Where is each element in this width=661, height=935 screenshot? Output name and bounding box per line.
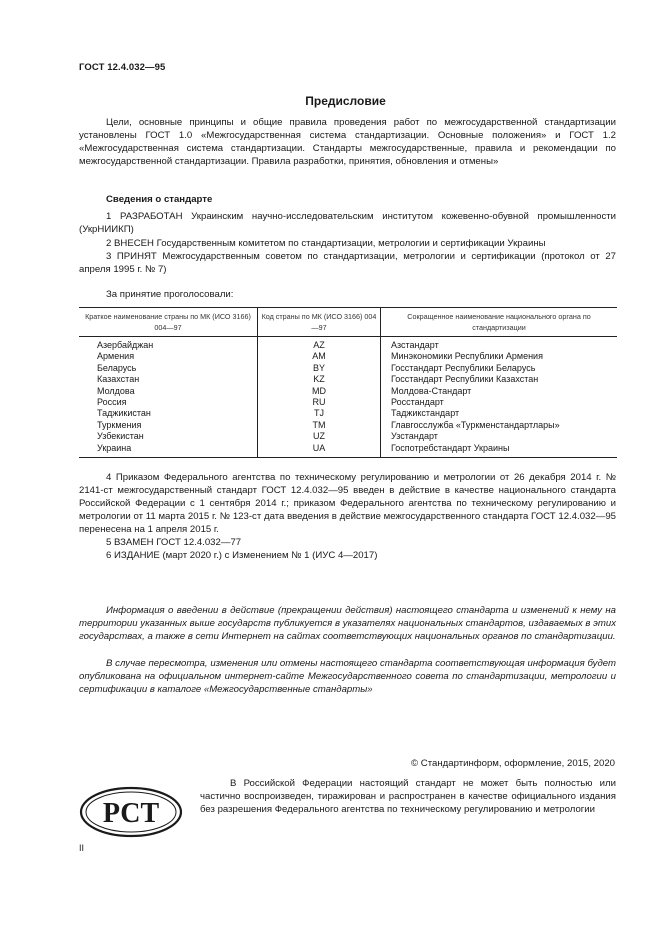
voted-label: За принятие проголосовали: — [106, 289, 234, 300]
copyright: © Стандартинформ, оформление, 2015, 2020 — [411, 758, 615, 769]
standards-body: Госстандарт Республики Беларусь — [381, 363, 618, 374]
standards-body: Минэкономики Республики Армения — [381, 351, 618, 362]
country-name: Россия — [97, 397, 127, 408]
header-country: Краткое наименование страны по МК (ИСО 3166) 004—97 — [79, 308, 258, 337]
country-code: KZ — [258, 374, 381, 385]
standards-body: Таджикстандарт — [381, 408, 618, 419]
table-header-row — [79, 308, 617, 337]
standards-body: Молдова-Стандарт — [381, 386, 618, 397]
country-name: Беларусь — [97, 362, 137, 373]
item-5: 5 ВЗАМЕН ГОСТ 12.4.032—77 — [106, 537, 242, 548]
header-code: Код страны по МК (ИСО 3166) 004—97 — [258, 308, 381, 337]
rst-logo-icon — [79, 786, 183, 838]
table-row — [79, 386, 617, 397]
item-6: 6 ИЗДАНИЕ (март 2020 г.) с Изменением № 1 (ИУС 4—2017) — [106, 550, 378, 561]
country-code: UZ — [258, 431, 381, 442]
table-row — [79, 443, 617, 458]
item-1: 1 РАЗРАБОТАН Украинским научно-исследовательским институтом кожевенно-обувной промышленности (УкрНИИКП) — [79, 211, 616, 235]
country-code: TJ — [258, 408, 381, 419]
table-row — [79, 374, 617, 385]
rst-logo — [79, 786, 183, 843]
country-name: Молдова — [97, 385, 135, 396]
table-row — [79, 431, 617, 442]
country-code: MD — [258, 386, 381, 397]
intro-paragraph: Цели, основные принципы и общие правила проведения работ по межгосударственной стандартизации установлены ГОСТ 1.0 «Межгосударственная система стандартизации. Основные положения» и ГОСТ 1.2 «Межгосударственная система стандартизации. Стандарты межгосударственные, правила и рекомендации по межгосударственной стандартизации. Правила разработки, принятия, обновления и отмены» — [79, 117, 616, 167]
standards-body: Росстандарт — [381, 397, 618, 408]
page-number: II — [79, 843, 85, 853]
country-name: Азербайджан — [97, 340, 154, 350]
notice-revision: В случае пересмотра, изменения или отмены настоящего стандарта соответствующая информация будет опубликована на официальном интернет-сайте Межгосударственного совета по стандартизации, метрологии и сертификации в каталоге «Межгосударственные стандарты» — [79, 658, 616, 695]
country-code: TM — [258, 420, 381, 431]
document-code: ГОСТ 12.4.032—95 — [79, 62, 166, 73]
country-name: Таджикистан — [97, 408, 151, 419]
country-name: Украина — [79, 443, 258, 458]
country-code: UA — [258, 443, 381, 458]
standards-body: Главгосслужба «Туркменстандартлары» — [381, 420, 618, 431]
country-code: AM — [258, 351, 381, 362]
item-4: 4 Приказом Федерального агентства по техническому регулированию и метрологии от 26 декабря 2014 г. № 2141-ст межгосударственный стандарт ГОСТ 12.4.032—95 введен в действие в качестве национального стандарта Российской Федерации с 1 сентября 2014 г.; приказом Федерального агентства по техническому регулированию и метрологии от 11 марта 2015 г. № 123-ст дата введения в действие межгосударственного стандарта ГОСТ 12.4.032—95 перенесена на 1 апреля 2015 г. — [79, 472, 616, 535]
country-name: Узбекистан — [97, 431, 144, 442]
logo-lettering: РСТ — [102, 798, 160, 829]
table-row — [79, 351, 617, 362]
notice-introduction: Информация о введении в действие (прекращении действия) настоящего стандарта и изменений к нему на территории указанных выше государств публикуется в указателях национальных стандартов, издаваемых в этих государствах, а также в сети Интернет на сайтах соответствующих национальных органов по стандартизации. — [79, 605, 616, 642]
table-row — [79, 337, 617, 352]
country-code: RU — [258, 397, 381, 408]
country-name: Туркмения — [97, 419, 142, 430]
item-2: 2 ВНЕСЕН Государственным комитетом по стандартизации, метрологии и сертификации Украины — [106, 238, 546, 249]
country-code: BY — [258, 363, 381, 374]
standards-body: Госстандарт Республики Казахстан — [381, 374, 618, 385]
country-code: AZ — [258, 337, 381, 352]
page-title: Предисловие — [305, 94, 386, 108]
standards-body: Узстандарт — [381, 431, 618, 442]
table-row — [79, 408, 617, 419]
country-name: Казахстан — [97, 374, 140, 385]
country-name: Армения — [97, 351, 135, 362]
header-organ: Сокращенное наименование национального органа по стандартизации — [381, 308, 618, 337]
table-row — [79, 397, 617, 408]
table-row — [79, 420, 617, 431]
countries-table — [79, 307, 617, 458]
rf-reproduction-notice: В Российской Федерации настоящий стандарт не может быть полностью или частично воспроизведен, тиражирован и распространен в качестве официального издания без разрешения Федерального агентства по техническому регулированию и метрологии — [200, 778, 616, 815]
table-row — [79, 363, 617, 374]
info-heading: Сведения о стандарте — [106, 194, 213, 205]
item-3: 3 ПРИНЯТ Межгосударственным советом по стандартизации, метрологии и сертификации (протокол от 27 апреля 1995 г. № 7) — [79, 251, 616, 275]
standards-body: Госпотребстандарт Украины — [381, 443, 618, 458]
standards-body: Азстандарт — [381, 337, 618, 352]
